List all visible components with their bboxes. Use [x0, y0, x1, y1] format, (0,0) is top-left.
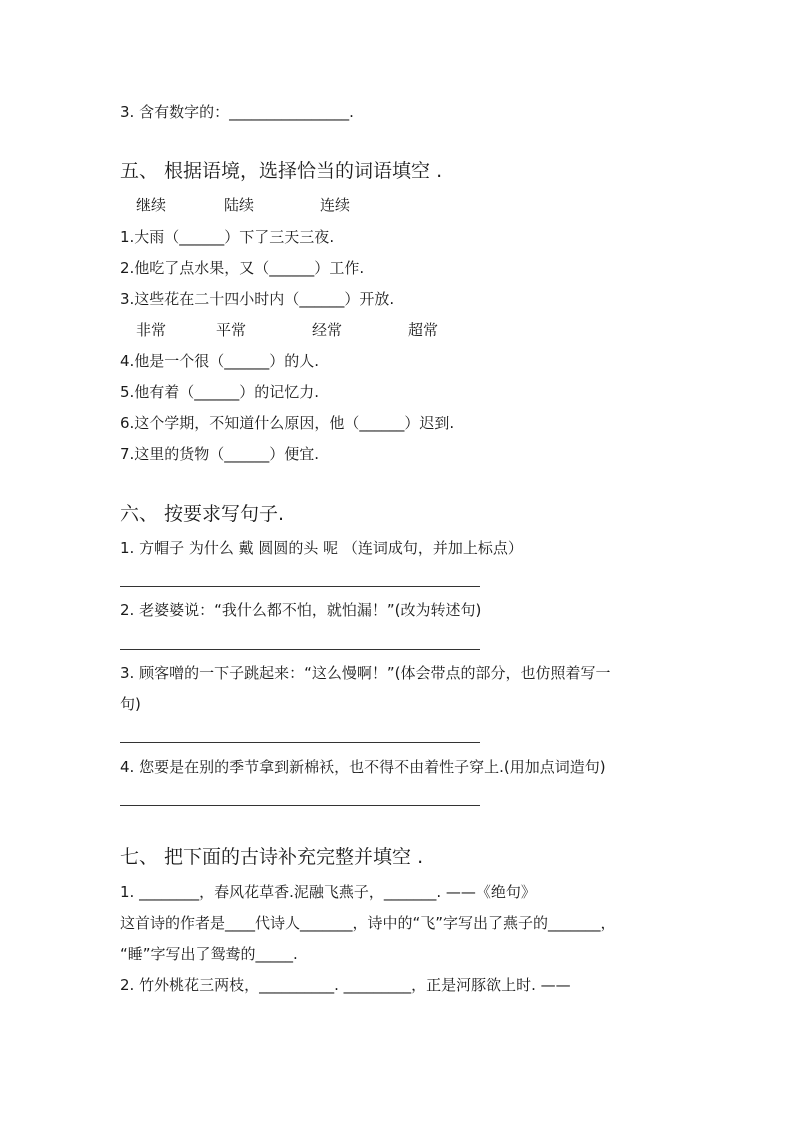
section7-question-1-line3: “睡”字写出了鸳鸯的_____. [120, 945, 298, 963]
section7-title: 七、 把下面的古诗补充完整并填空 . [120, 846, 424, 868]
section5-title: 五、 根据语境，选择恰当的词语填空 . [120, 160, 443, 182]
answer-line [120, 805, 480, 806]
section5-question-2: 2.他吃了点水果，又（______）工作. [120, 259, 365, 277]
answer-line [120, 586, 480, 587]
section6-question-2: 2. 老婆婆说：“我什么都不怕，就怕漏！”(改为转述句) [120, 601, 482, 619]
section6-question-3: 3. 顾客噌的一下子跳起来：“这么慢啊！”(体会带点的部分，也仿照着写一 [120, 664, 611, 682]
section5-question-4: 4.他是一个很（______）的人. [120, 352, 320, 370]
word-choice: 陆续 [224, 196, 255, 214]
section7-question-1: 1. ________，春风花草香.泥融飞燕子，_______. ——《绝句》 [120, 883, 536, 901]
answer-line [120, 742, 480, 743]
section5-question-3: 3.这些花在二十四小时内（______）开放. [120, 290, 395, 308]
section4-question-3: 3. 含有数字的：________________. [120, 103, 354, 121]
section6-question-3-cont: 句) [120, 695, 141, 713]
section6-question-1: 1. 方帽子 为什么 戴 圆圆的头 呢 （连词成句，并加上标点） [120, 539, 523, 557]
section7-question-2: 2. 竹外桃花三两枝，__________. _________，正是河豚欲上时. —— [120, 976, 571, 994]
section7-question-1-line2: 这首诗的作者是____代诗人_______，诗中的“飞”字写出了燕子的_______， [120, 914, 616, 932]
section5-question-5: 5.他有着（______）的记忆力. [120, 383, 320, 401]
word-choice: 继续 [136, 196, 167, 214]
section5-question-6: 6.这个学期，不知道什么原因，他（______）迟到. [120, 414, 455, 432]
answer-line [120, 649, 480, 650]
section5-question-1: 1.大雨（______）下了三天三夜. [120, 228, 335, 246]
word-choice: 连续 [320, 196, 351, 214]
section6-title: 六、 按要求写句子. [120, 503, 285, 525]
word-choice: 经常 [312, 321, 343, 339]
word-choice: 非常 [136, 321, 167, 339]
section5-question-7: 7.这里的货物（______）便宜. [120, 445, 320, 463]
section6-question-4: 4. 您要是在别的季节拿到新棉袄，也不得不由着性子穿上.(用加点词造句) [120, 758, 606, 776]
word-choice: 平常 [216, 321, 247, 339]
word-choice: 超常 [408, 321, 439, 339]
